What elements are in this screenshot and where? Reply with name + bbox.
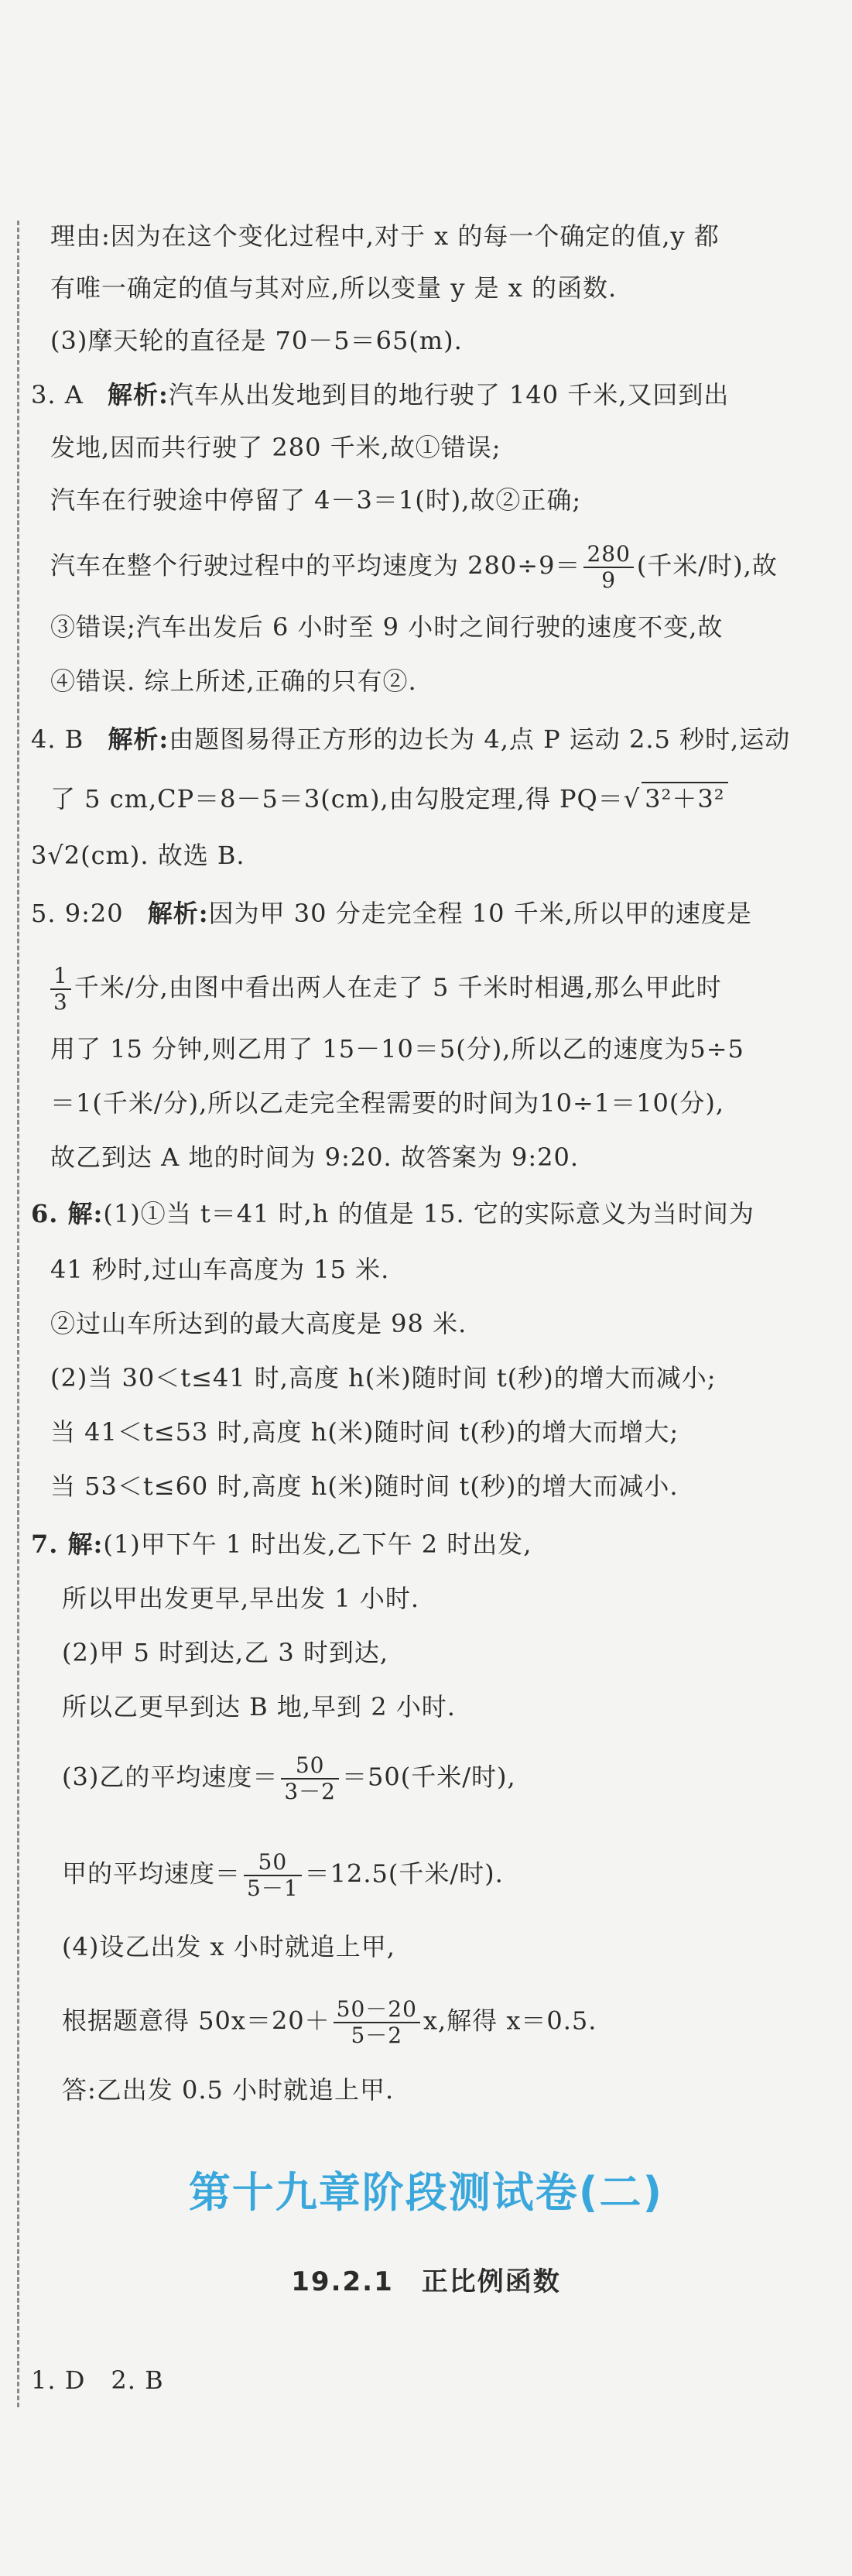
fraction — [281, 1753, 339, 1804]
fraction-denominator: 3 — [53, 989, 68, 1015]
fraction — [50, 964, 71, 1015]
line-text: 理由:因为在这个变化过程中,对于 x 的每一个确定的值,y 都 — [50, 221, 720, 251]
answer-number: 6. 解: — [31, 1199, 104, 1228]
fraction-denominator: 9 — [601, 567, 617, 593]
text-line — [62, 1931, 395, 1962]
line-text: 有唯一确定的值与其对应,所以变量 y 是 x 的函数. — [50, 273, 618, 303]
line-text: ④错误. 综上所述,正确的只有②. — [50, 666, 417, 696]
text-line — [50, 1142, 579, 1173]
text-line — [50, 1308, 467, 1339]
line-text: 汽车在行驶途中停留了 4－3＝1(时),故②正确; — [50, 485, 582, 515]
line-text: (1)甲下午 1 时出发,乙下午 2 时出发, — [103, 1530, 532, 1559]
line-text: (1)①当 t＝41 时,h 的值是 15. 它的实际意义为当时间为 — [103, 1199, 754, 1228]
text-line — [50, 1088, 724, 1118]
answer-line — [31, 1198, 754, 1229]
fraction — [334, 1997, 420, 2048]
text-line — [50, 1254, 389, 1285]
text-line — [50, 964, 722, 1015]
answer-line — [31, 1529, 532, 1560]
answer-line — [31, 2365, 164, 2396]
line-text: 41 秒时,过山车高度为 15 米. — [50, 1255, 390, 1284]
line-text: (2)甲 5 时到达,乙 3 时到达, — [62, 1638, 389, 1667]
text-line — [62, 1850, 504, 1901]
text-line — [50, 325, 463, 356]
line-text: 故乙到达 A 地的时间为 9:20. 故答案为 9:20. — [50, 1142, 580, 1172]
line-text: x,解得 x＝0.5. — [423, 2006, 597, 2036]
line-text: ＝12.5(千米/时). — [304, 1858, 504, 1889]
fraction-denominator: 5－2 — [351, 2023, 403, 2048]
text-line — [50, 1362, 717, 1393]
line-text: 3√2(cm). 故选 B. — [31, 841, 245, 870]
text-line — [50, 1471, 679, 1502]
line-text: 千米/分,由图中看出两人在走了 5 千米时相遇,那么甲此时 — [74, 972, 722, 1002]
text-line — [50, 221, 720, 252]
line-text: 由题图易得正方形的边长为 4,点 P 运动 2.5 秒时,运动 — [169, 724, 791, 754]
line-text: 所以甲出发更早,早出发 1 小时. — [62, 1584, 420, 1613]
answer-number: 5. 9:20 — [31, 899, 124, 928]
text-line — [50, 666, 417, 697]
line-text: ＝1(千米/分),所以乙走完全程需要的时间为10÷1＝10(分), — [50, 1088, 725, 1118]
line-text: 根据题意得 50x＝20＋ — [62, 2006, 330, 2036]
text-line — [50, 1033, 744, 1064]
fraction-denominator: 3－2 — [284, 1779, 336, 1804]
fraction-denominator: 5－1 — [247, 1875, 299, 1901]
text-line: 了 5 cm,CP＝8－5＝3(cm),由勾股定理,得 PQ＝√ 3²＋3² — [50, 782, 728, 814]
answer-number: 4. B — [31, 724, 84, 754]
line-text: ③错误;汽车出发后 6 小时至 9 小时之间行驶的速度不变,故 — [50, 612, 724, 642]
fraction-numerator: 50 — [281, 1753, 339, 1780]
text-line — [50, 272, 617, 303]
line-text: 所以乙更早到达 B 地,早到 2 小时. — [62, 1692, 456, 1721]
analysis-label: 解析: — [147, 899, 209, 928]
line-text: 1. D 2. B — [31, 2365, 164, 2395]
line-text: ＝50(千米/时), — [341, 1762, 516, 1792]
answer-number: 3. A — [31, 380, 84, 409]
line-text: 汽车在整个行驶过程中的平均速度为 280÷9＝ — [50, 550, 581, 581]
line-text: 甲的平均速度＝ — [62, 1858, 241, 1889]
section-title: 19.2.1 正比例函数 — [291, 2266, 561, 2297]
line-text: 用了 15 分钟,则乙用了 15－10＝5(分),所以乙的速度为5÷5 — [50, 1034, 744, 1064]
analysis-label: 解析: — [108, 724, 169, 754]
fraction — [583, 542, 633, 593]
line-text: 汽车从出发地到目的地行驶了 140 千米,又回到出 — [168, 380, 730, 409]
text-line — [62, 1753, 516, 1804]
chapter-title: 第十九章阶段测试卷(二) — [188, 2168, 664, 2217]
text-line — [62, 1691, 456, 1722]
analysis-label: 解析: — [107, 380, 169, 409]
fraction-numerator: 50 — [244, 1850, 302, 1876]
fraction-numerator: 280 — [583, 542, 633, 568]
line-text: 发地,因而共行驶了 280 千米,故①错误; — [50, 433, 501, 462]
answer-line — [31, 379, 729, 410]
square-root: 3²＋3² — [642, 782, 727, 814]
fraction-numerator: 1 — [50, 964, 71, 990]
dashed-margin-line — [17, 221, 19, 2407]
text-line — [50, 1416, 679, 1447]
line-text: (2)当 30＜t≤41 时,高度 h(米)随时间 t(秒)的增大而减小; — [50, 1363, 717, 1392]
text-line — [62, 2074, 394, 2105]
line-text: (3)摩天轮的直径是 70－5＝65(m). — [50, 326, 463, 355]
line-text: ②过山车所达到的最大高度是 98 米. — [50, 1309, 467, 1338]
line-text: 当 41＜t≤53 时,高度 h(米)随时间 t(秒)的增大而增大; — [50, 1417, 679, 1447]
text-line — [50, 432, 501, 463]
text-line — [50, 485, 581, 516]
answer-line — [31, 898, 752, 929]
line-text: 答:乙出发 0.5 小时就追上甲. — [62, 2075, 395, 2105]
line-text: 当 53＜t≤60 时,高度 h(米)随时间 t(秒)的增大而减小. — [50, 1471, 679, 1501]
answer-number: 7. 解: — [31, 1530, 104, 1559]
line-text: 了 5 cm,CP＝8－5＝3(cm),由勾股定理,得 PQ＝ — [50, 784, 624, 814]
fraction-numerator: 50－20 — [334, 1997, 420, 2023]
line-text: (千米/时),故 — [636, 550, 778, 581]
text-line — [31, 840, 245, 871]
answer-line — [31, 724, 790, 755]
text-line — [62, 1997, 597, 2048]
fraction — [244, 1850, 302, 1901]
line-text: 因为甲 30 分走完全程 10 千米,所以甲的速度是 — [208, 899, 752, 928]
line-text: (4)设乙出发 x 小时就追上甲, — [62, 1932, 395, 1961]
line-text: (3)乙的平均速度＝ — [62, 1762, 279, 1792]
text-line — [62, 1637, 388, 1668]
text-line — [62, 1583, 419, 1614]
text-line — [50, 611, 723, 642]
text-line — [50, 542, 778, 593]
